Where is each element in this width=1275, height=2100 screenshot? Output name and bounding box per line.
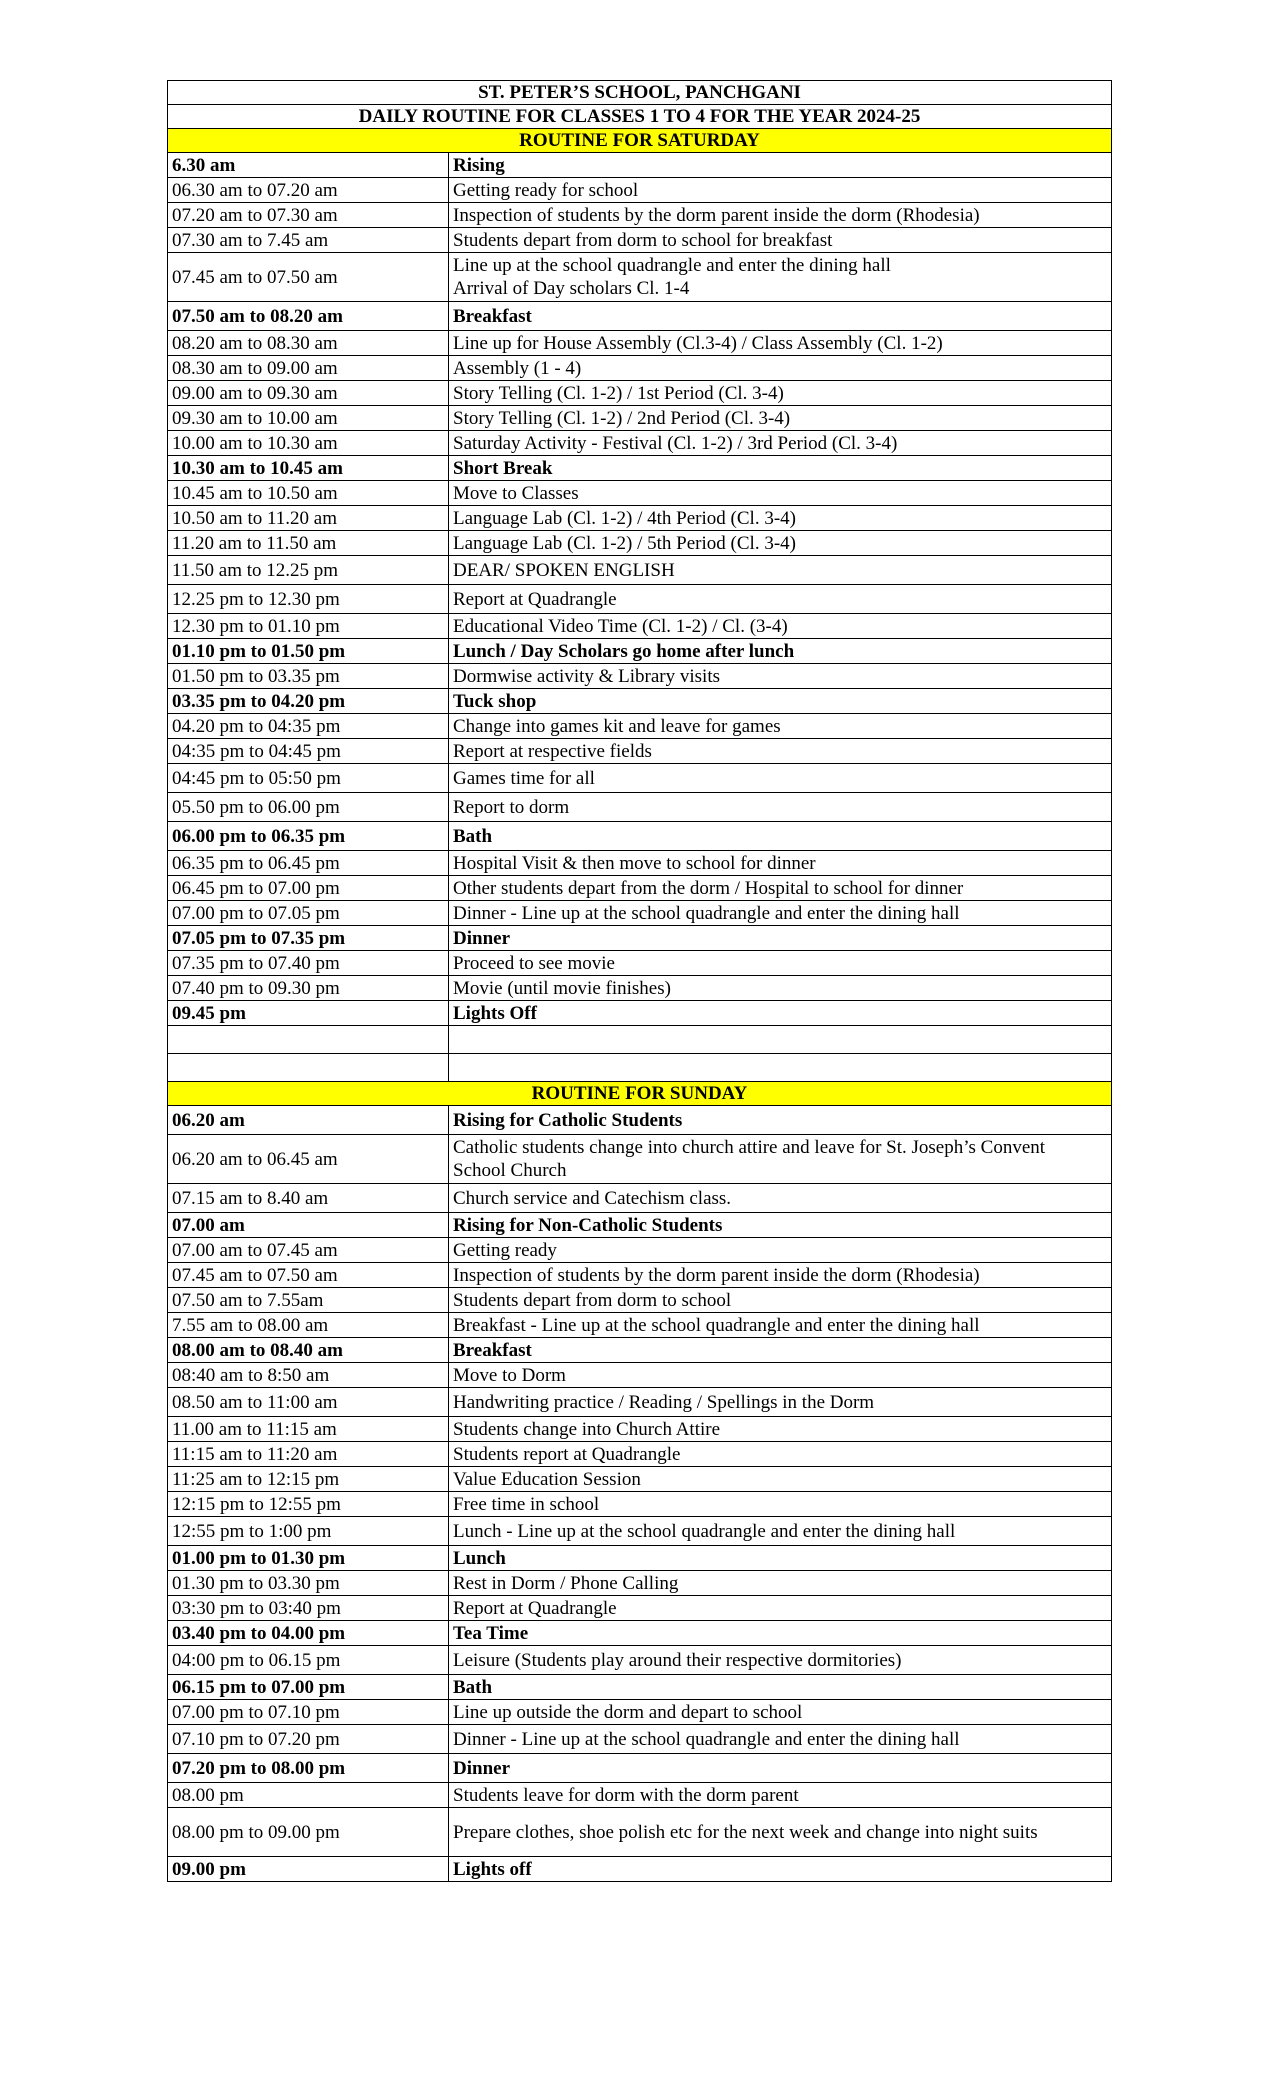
table-row [168,1442,1112,1467]
activity-cell: Assembly (1 - 4) [449,356,1112,381]
table-row [168,431,1112,456]
time-cell: 08.00 am to 08.40 am [168,1338,449,1363]
time-cell: 06.30 am to 07.20 am [168,178,449,203]
activity-cell: Lights off [449,1857,1112,1882]
time-cell: 07.00 pm to 07.05 pm [168,901,449,926]
time-cell: 08.20 am to 08.30 am [168,331,449,356]
time-cell: 10.50 am to 11.20 am [168,506,449,531]
activity-cell: Other students depart from the dorm / Hospital to school for dinner [449,876,1112,901]
activity-cell: Language Lab (Cl. 1-2) / 4th Period (Cl. 3-4) [449,506,1112,531]
table-row [168,1054,1112,1082]
activity-cell: Saturday Activity - Festival (Cl. 1-2) / 3rd Period (Cl. 3-4) [449,431,1112,456]
table-row [168,1621,1112,1646]
table-row [168,793,1112,822]
table-row [168,1857,1112,1882]
table-row [168,1263,1112,1288]
activity-cell: Breakfast [449,302,1112,331]
table-row [168,951,1112,976]
activity-cell: Lunch - Line up at the school quadrangle and enter the dining hall [449,1517,1112,1546]
table-row [168,1467,1112,1492]
sunday-section-header [168,1082,1112,1106]
activity-cell: Language Lab (Cl. 1-2) / 5th Period (Cl. 3-4) [449,531,1112,556]
table-row [168,664,1112,689]
time-cell: 08.00 pm to 09.00 pm [168,1808,449,1857]
activity-cell: Hospital Visit & then move to school for dinner [449,851,1112,876]
table-row [168,901,1112,926]
activity-cell: Breakfast - Line up at the school quadrangle and enter the dining hall [449,1313,1112,1338]
routine-table [167,80,1112,1882]
activity-cell: Dinner [449,926,1112,951]
activity-cell: Handwriting practice / Reading / Spellings in the Dorm [449,1388,1112,1417]
time-cell: 08.00 pm [168,1783,449,1808]
time-cell: 09.00 am to 09.30 am [168,381,449,406]
time-cell: 06.45 pm to 07.00 pm [168,876,449,901]
time-cell: 01.00 pm to 01.30 pm [168,1546,449,1571]
time-cell: 06.35 pm to 06.45 pm [168,851,449,876]
table-row [168,926,1112,951]
activity-cell: Church service and Catechism class. [449,1184,1112,1213]
table-row [168,1675,1112,1700]
time-cell: 08.50 am to 11:00 am [168,1388,449,1417]
saturday-section-title: ROUTINE FOR SATURDAY [168,129,1112,153]
time-cell: 09.00 pm [168,1857,449,1882]
activity-cell: Rising [449,153,1112,178]
time-cell: 01.10 pm to 01.50 pm [168,639,449,664]
table-row [168,203,1112,228]
activity-cell: Report at respective fields [449,739,1112,764]
activity-cell: Report to dorm [449,793,1112,822]
activity-cell: Getting ready for school [449,178,1112,203]
time-cell: 10.45 am to 10.50 am [168,481,449,506]
table-row [168,1313,1112,1338]
time-cell: 03.40 pm to 04.00 pm [168,1621,449,1646]
activity-cell: Bath [449,822,1112,851]
time-cell: 07.15 am to 8.40 am [168,1184,449,1213]
table-row [168,302,1112,331]
table-row [168,153,1112,178]
time-cell: 07.50 am to 08.20 am [168,302,449,331]
table-row [168,1388,1112,1417]
table-row [168,556,1112,585]
activity-cell [449,1054,1112,1082]
time-cell: 01.50 pm to 03.35 pm [168,664,449,689]
time-cell: 09.45 pm [168,1001,449,1026]
activity-cell: Dinner [449,1754,1112,1783]
table-row [168,1001,1112,1026]
table-row [168,1754,1112,1783]
table-row [168,456,1112,481]
activity-cell [449,1026,1112,1054]
activity-cell: Movie (until movie finishes) [449,976,1112,1001]
table-row [168,1700,1112,1725]
activity-cell: Move to Classes [449,481,1112,506]
activity-cell: Bath [449,1675,1112,1700]
time-cell: 11.00 am to 11:15 am [168,1417,449,1442]
activity-cell: Tuck shop [449,689,1112,714]
activity-cell: Educational Video Time (Cl. 1-2) / Cl. (3-4) [449,614,1112,639]
school-name: ST. PETER’S SCHOOL, PANCHGANI [168,81,1112,105]
table-row [168,639,1112,664]
time-cell: 06.00 pm to 06.35 pm [168,822,449,851]
table-row [168,481,1112,506]
table-row [168,1646,1112,1675]
activity-cell: Lunch / Day Scholars go home after lunch [449,639,1112,664]
table-row [168,876,1112,901]
time-cell: 05.50 pm to 06.00 pm [168,793,449,822]
activity-cell: Dinner - Line up at the school quadrangle and enter the dining hall [449,901,1112,926]
table-row [168,739,1112,764]
subtitle-row [168,105,1112,129]
table-row [168,851,1112,876]
time-cell: 07.30 am to 7.45 am [168,228,449,253]
activity-cell: Students report at Quadrangle [449,1442,1112,1467]
table-row [168,1517,1112,1546]
time-cell: 07.50 am to 7.55am [168,1288,449,1313]
table-row [168,178,1112,203]
activity-cell: Catholic students change into church attire and leave for St. Joseph’s Convent School Church [449,1135,1112,1184]
activity-cell: Inspection of students by the dorm parent inside the dorm (Rhodesia) [449,203,1112,228]
table-row [168,1725,1112,1754]
time-cell: 07.00 pm to 07.10 pm [168,1700,449,1725]
time-cell: 07.20 pm to 08.00 pm [168,1754,449,1783]
time-cell: 06.15 pm to 07.00 pm [168,1675,449,1700]
activity-cell: Rest in Dorm / Phone Calling [449,1571,1112,1596]
table-row [168,976,1112,1001]
activity-cell: Short Break [449,456,1112,481]
activity-cell: Tea Time [449,1621,1112,1646]
time-cell [168,1054,449,1082]
time-cell: 03.35 pm to 04.20 pm [168,689,449,714]
activity-cell: Proceed to see movie [449,951,1112,976]
table-row [168,1571,1112,1596]
time-cell: 12.30 pm to 01.10 pm [168,614,449,639]
activity-cell: Inspection of students by the dorm parent inside the dorm (Rhodesia) [449,1263,1112,1288]
activity-cell: DEAR/ SPOKEN ENGLISH [449,556,1112,585]
table-row [168,1288,1112,1313]
activity-cell: Breakfast [449,1338,1112,1363]
time-cell: 11.50 am to 12.25 pm [168,556,449,585]
table-row [168,406,1112,431]
time-cell [168,1026,449,1054]
table-row [168,1135,1112,1184]
table-row [168,1213,1112,1238]
title-row [168,81,1112,105]
activity-cell: Move to Dorm [449,1363,1112,1388]
activity-cell: Report at Quadrangle [449,585,1112,614]
time-cell: 07.00 am to 07.45 am [168,1238,449,1263]
time-cell: 10.30 am to 10.45 am [168,456,449,481]
table-row [168,1184,1112,1213]
activity-cell: Students change into Church Attire [449,1417,1112,1442]
table-row [168,1546,1112,1571]
activity-cell: Line up outside the dorm and depart to school [449,1700,1112,1725]
table-row [168,1026,1112,1054]
time-cell: 07.45 am to 07.50 am [168,1263,449,1288]
table-row [168,381,1112,406]
routine-table-body [168,81,1112,1882]
time-cell: 11:25 am to 12:15 pm [168,1467,449,1492]
time-cell: 08.30 am to 09.00 am [168,356,449,381]
routine-subtitle: DAILY ROUTINE FOR CLASSES 1 TO 4 FOR THE YEAR 2024-25 [168,105,1112,129]
time-cell: 12:55 pm to 1:00 pm [168,1517,449,1546]
activity-cell: Getting ready [449,1238,1112,1263]
time-cell: 11.20 am to 11.50 am [168,531,449,556]
time-cell: 7.55 am to 08.00 am [168,1313,449,1338]
activity-cell: Line up for House Assembly (Cl.3-4) / Class Assembly (Cl. 1-2) [449,331,1112,356]
table-row [168,822,1112,851]
time-cell: 07.20 am to 07.30 am [168,203,449,228]
time-cell: 12:15 pm to 12:55 pm [168,1492,449,1517]
table-row [168,253,1112,302]
activity-cell: Leisure (Students play around their respective dormitories) [449,1646,1112,1675]
table-row [168,614,1112,639]
table-row [168,1417,1112,1442]
time-cell: 07.35 pm to 07.40 pm [168,951,449,976]
activity-cell: Rising for Non-Catholic Students [449,1213,1112,1238]
time-cell: 06.20 am [168,1106,449,1135]
time-cell: 04:35 pm to 04:45 pm [168,739,449,764]
activity-cell: Lights Off [449,1001,1112,1026]
activity-cell: Prepare clothes, shoe polish etc for the next week and change into night suits [449,1808,1112,1857]
table-row [168,356,1112,381]
activity-cell: Story Telling (Cl. 1-2) / 1st Period (Cl. 3-4) [449,381,1112,406]
table-row [168,1363,1112,1388]
saturday-section-header [168,129,1112,153]
time-cell: 04.20 pm to 04:35 pm [168,714,449,739]
table-row [168,1492,1112,1517]
activity-cell: Students leave for dorm with the dorm parent [449,1783,1112,1808]
activity-cell: Change into games kit and leave for games [449,714,1112,739]
table-row [168,331,1112,356]
sunday-section-title: ROUTINE FOR SUNDAY [168,1082,1112,1106]
table-row [168,1783,1112,1808]
time-cell: 11:15 am to 11:20 am [168,1442,449,1467]
table-row [168,585,1112,614]
time-cell: 01.30 pm to 03.30 pm [168,1571,449,1596]
activity-cell: Students depart from dorm to school [449,1288,1112,1313]
activity-cell: Line up at the school quadrangle and enter the dining hall Arrival of Day scholars Cl. 1-4 [449,253,1112,302]
time-cell: 12.25 pm to 12.30 pm [168,585,449,614]
table-row [168,1106,1112,1135]
activity-cell: Games time for all [449,764,1112,793]
time-cell: 6.30 am [168,153,449,178]
time-cell: 04:00 pm to 06.15 pm [168,1646,449,1675]
table-row [168,506,1112,531]
time-cell: 03:30 pm to 03:40 pm [168,1596,449,1621]
activity-cell: Lunch [449,1546,1112,1571]
activity-cell: Dormwise activity & Library visits [449,664,1112,689]
time-cell: 10.00 am to 10.30 am [168,431,449,456]
time-cell: 07.40 pm to 09.30 pm [168,976,449,1001]
activity-cell: Report at Quadrangle [449,1596,1112,1621]
activity-cell: Students depart from dorm to school for breakfast [449,228,1112,253]
time-cell: 04:45 pm to 05:50 pm [168,764,449,793]
table-row [168,1808,1112,1857]
time-cell: 07.45 am to 07.50 am [168,253,449,302]
time-cell: 06.20 am to 06.45 am [168,1135,449,1184]
table-row [168,228,1112,253]
activity-cell: Free time in school [449,1492,1112,1517]
table-row [168,714,1112,739]
time-cell: 08:40 am to 8:50 am [168,1363,449,1388]
time-cell: 09.30 am to 10.00 am [168,406,449,431]
time-cell: 07.05 pm to 07.35 pm [168,926,449,951]
activity-cell: Rising for Catholic Students [449,1106,1112,1135]
activity-cell: Story Telling (Cl. 1-2) / 2nd Period (Cl. 3-4) [449,406,1112,431]
table-row [168,764,1112,793]
table-row [168,1596,1112,1621]
table-row [168,531,1112,556]
table-row [168,689,1112,714]
activity-cell: Dinner - Line up at the school quadrangle and enter the dining hall [449,1725,1112,1754]
table-row [168,1238,1112,1263]
time-cell: 07.00 am [168,1213,449,1238]
time-cell: 07.10 pm to 07.20 pm [168,1725,449,1754]
table-row [168,1338,1112,1363]
activity-cell: Value Education Session [449,1467,1112,1492]
